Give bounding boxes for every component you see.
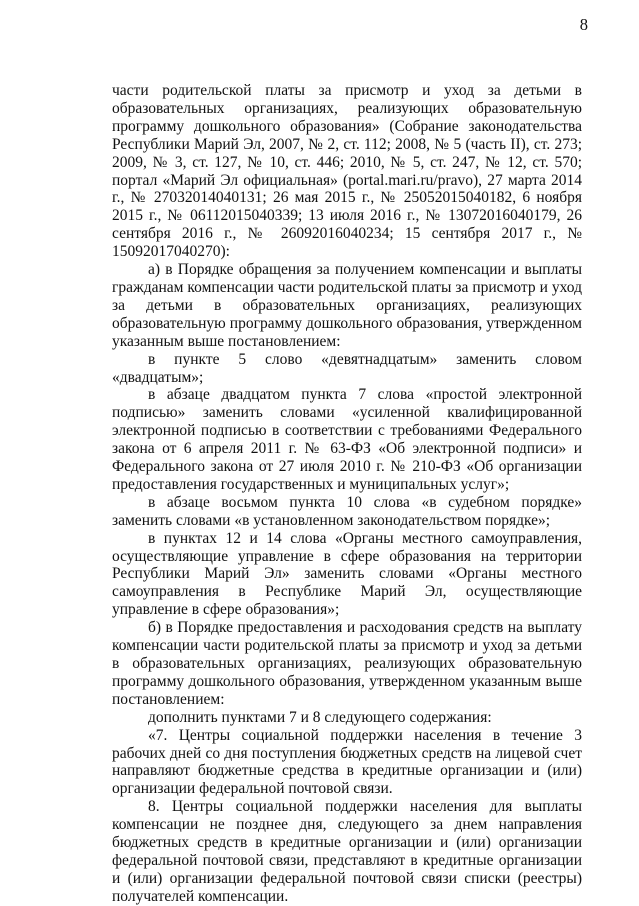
- document-body: [112, 82, 582, 906]
- paragraph-b: б) в Порядке предоставления и расходования средств на выплату компенсации части родительской платы за присмотр и уход за детьми в образовательных организациях, реализующих образовательную программу дошкольного образования, утвержденном указанным выше постановлением:: [112, 619, 582, 708]
- paragraph-item-8-new: 8. Центры социальной поддержки населения для выплаты компенсации не позднее дня, следующего за днем направления бюджетных средств в кредитные организации и (или) организации федеральной почтовой связи, представляют в кредитные организации и (или) организации федеральной почтовой связи списки (реестры) получателей компенсации.: [112, 798, 582, 905]
- paragraph-item-10: в абзаце восьмом пункта 10 слова «в судебном порядке» заменить словами «в установленном законодательством порядке»;: [112, 493, 582, 529]
- paragraph-item-7-new: «7. Центры социальной поддержки населения в течение 3 рабочих дней со дня поступления бюджетных средств на лицевой счет направляют бюджетные средства в кредитные организации и (или) организации федеральной почтовой связи.: [112, 726, 582, 798]
- paragraph-item-7: в абзаце двадцатом пункта 7 слова «простой электронной подписью» заменить словами «усиленной квалифицированной электронной подписью в соответствии с требованиями Федерального закона от 6 апреля 2011 г. № 63-ФЗ «Об электронной подписи» и Федерального закона от 27 июля 2010 г. № 210-ФЗ «Об организации предоставления государственных и муниципальных услуг»;: [112, 386, 582, 493]
- paragraph-items-12-14: в пунктах 12 и 14 слова «Органы местного самоуправления, осуществляющие управление в сфере образования на территории Республики Марий Эл» заменить словами «Органы местного самоуправления в Республике Марий Эл, осуществляющие управление в сфере образования»;: [112, 529, 582, 619]
- page-number: 8: [579, 15, 588, 34]
- paragraph-add-items: дополнить пунктами 7 и 8 следующего содержания:: [148, 708, 492, 726]
- paragraph-continuation: части родительской платы за присмотр и уход за детьми в образовательных организациях, реализующих образовательную программу дошкольного образования» (Собрание законодательства Республики Марий Эл, 2007, № 2, ст. 112; 2008, № 5 (часть II), ст. 273; 2009, № 3, ст. 127, № 10, ст. 446; 2010, № 5, ст. 247, № 12, ст. 570; портал «Марий Эл официальная» (portal.mari.ru/pravo), 27 марта 2014 г., № 27032014040131; 26 мая 2015 г., № 25052015040182, 6 ноября 2015 г., № 06112015040339; 13 июля 2016 г., № 13072016040179, 26 сентября 2016 г., № 26092016040234; 15 сентября 2017 г., № 15092017040270):: [112, 82, 582, 261]
- paragraph-a: а) в Порядке обращения за получением компенсации и выплаты гражданам компенсации части родительской платы за присмотр и уход за детьми в образовательных организациях, реализующих образовательную программу дошкольного образования, утвержденном указанным выше постановлением:: [112, 261, 582, 350]
- paragraph-item-5: в пункте 5 слово «девятнадцатым» заменить словом «двадцатым»;: [112, 350, 582, 386]
